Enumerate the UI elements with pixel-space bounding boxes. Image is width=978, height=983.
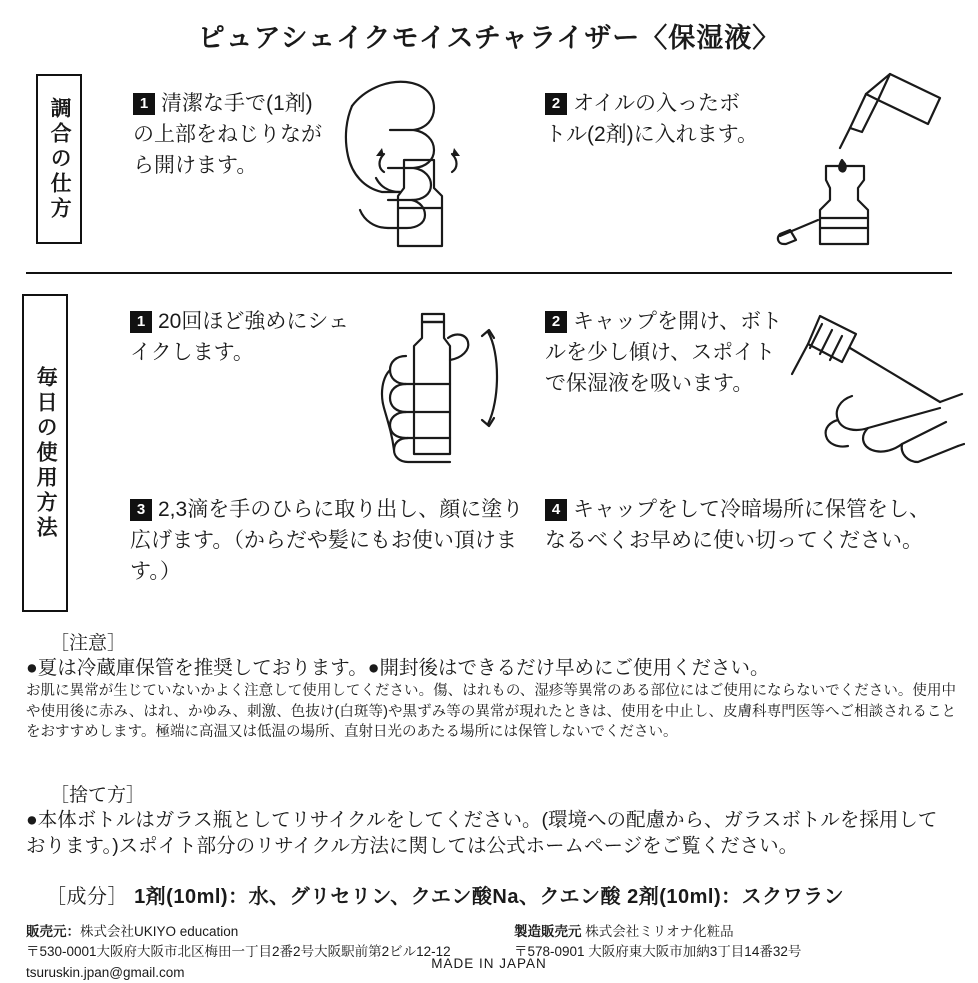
maker-name: 株式会社ミリオナ化粧品 — [585, 924, 734, 939]
step-text: キャップをして冷暗場所に保管をし、なるべくお早めに使い切ってください。 — [545, 498, 930, 553]
ingredients-part1: 1剤(10ml)：水、グリセリン、クエン酸Na、クエン酸 — [134, 886, 622, 908]
page-title: ピュアシェイクモイスチャライザー〈保湿液〉 — [197, 23, 781, 53]
pouring-bottle-illustration — [770, 68, 960, 253]
step-text: 20回ほど強めにシェイクします。 — [130, 310, 349, 365]
ingredients-label: ［成分］ — [46, 886, 128, 908]
section-daily-use — [0, 292, 978, 622]
step-item — [545, 88, 760, 150]
step-number-badge: 4 — [545, 499, 567, 521]
step-item — [545, 306, 790, 399]
step-item — [545, 494, 945, 556]
step-number-badge: 2 — [545, 311, 567, 333]
disposal-body: ●本体ボトルはガラス瓶としてリサイクルをしてください。(環境への配慮から、ガラスボトルを採用しております。)スポイト部分のリサイクル方法に関しては公式ホームページをご覧ください。 — [26, 809, 938, 858]
caution-block — [26, 628, 956, 743]
disposal-block — [26, 780, 956, 860]
step-item — [133, 88, 333, 181]
step-number-badge: 1 — [130, 311, 152, 333]
seller-info — [26, 922, 506, 983]
hand-dropper-illustration — [790, 304, 965, 479]
step-text: 清潔な手で(1剤)の上部をねじりながら開けます。 — [133, 92, 322, 178]
ingredients-line — [46, 880, 844, 909]
caution-bullets: ●夏は冷蔵庫保管を推奨しております。●開封後はできるだけ早めにご使用ください。 — [26, 657, 770, 679]
step-text: キャップを開け、ボトルを少し傾け、スポイトで保湿液を吸います。 — [545, 310, 783, 396]
step-text: 2,3滴を手のひらに取り出し、顔に塗り広げます。（からだや髪にもお使い頂けます。） — [130, 498, 524, 584]
ingredients-part2: 2剤(10ml)：スクワラン — [627, 886, 845, 908]
step-item — [130, 306, 350, 368]
section-divider — [26, 272, 952, 274]
step-number-badge: 3 — [130, 499, 152, 521]
seller-address: 〒530-0001大阪府大阪市北区梅田一丁目2番2号大阪駅前第2ビル12-12 — [26, 944, 451, 960]
maker-address: 〒578-0901 大阪府東大阪市加納3丁目14番32号 — [514, 944, 802, 960]
step-number-badge: 1 — [133, 93, 155, 115]
hand-twisting-cap-illustration — [330, 68, 520, 253]
disposal-heading: ［捨て方］ — [50, 785, 146, 806]
step-number-badge: 2 — [545, 93, 567, 115]
step-text: オイルの入ったボトル(2剤)に入れます。 — [545, 92, 758, 147]
caution-fine-print: お肌に異常が生じていないかよく注意して使用してください。傷、はれもの、湿疹等異常のある部位にはご使用にならないでください。使用中や使用後に赤み、はれ、かゆみ、刺激、色抜け(白斑等)や黒ずみ等の異常が現れたときは、使用を中止し、皮膚科専門医等へご相談されることをおすすめします。極端に高温又は低温の場所、直射日光のあたる場所には保管しないでください。 — [26, 683, 956, 741]
caution-heading: ［注意］ — [50, 633, 127, 654]
made-in-label: MADE IN JAPAN — [431, 956, 547, 971]
section-preparation — [0, 68, 978, 268]
section-label-daily-use: 毎日の使用方法 — [22, 294, 68, 612]
seller-email[interactable]: tsuruskin.jpan@gmail.com — [26, 964, 185, 980]
section-label-preparation: 調合の仕方 — [36, 74, 82, 244]
hand-shaking-bottle-illustration — [370, 304, 535, 479]
maker-label: 製造販売元 — [514, 924, 582, 939]
seller-label: 販売元： — [26, 924, 80, 939]
seller-name: 株式会社UKIYO education — [80, 924, 239, 939]
step-item — [130, 494, 540, 587]
